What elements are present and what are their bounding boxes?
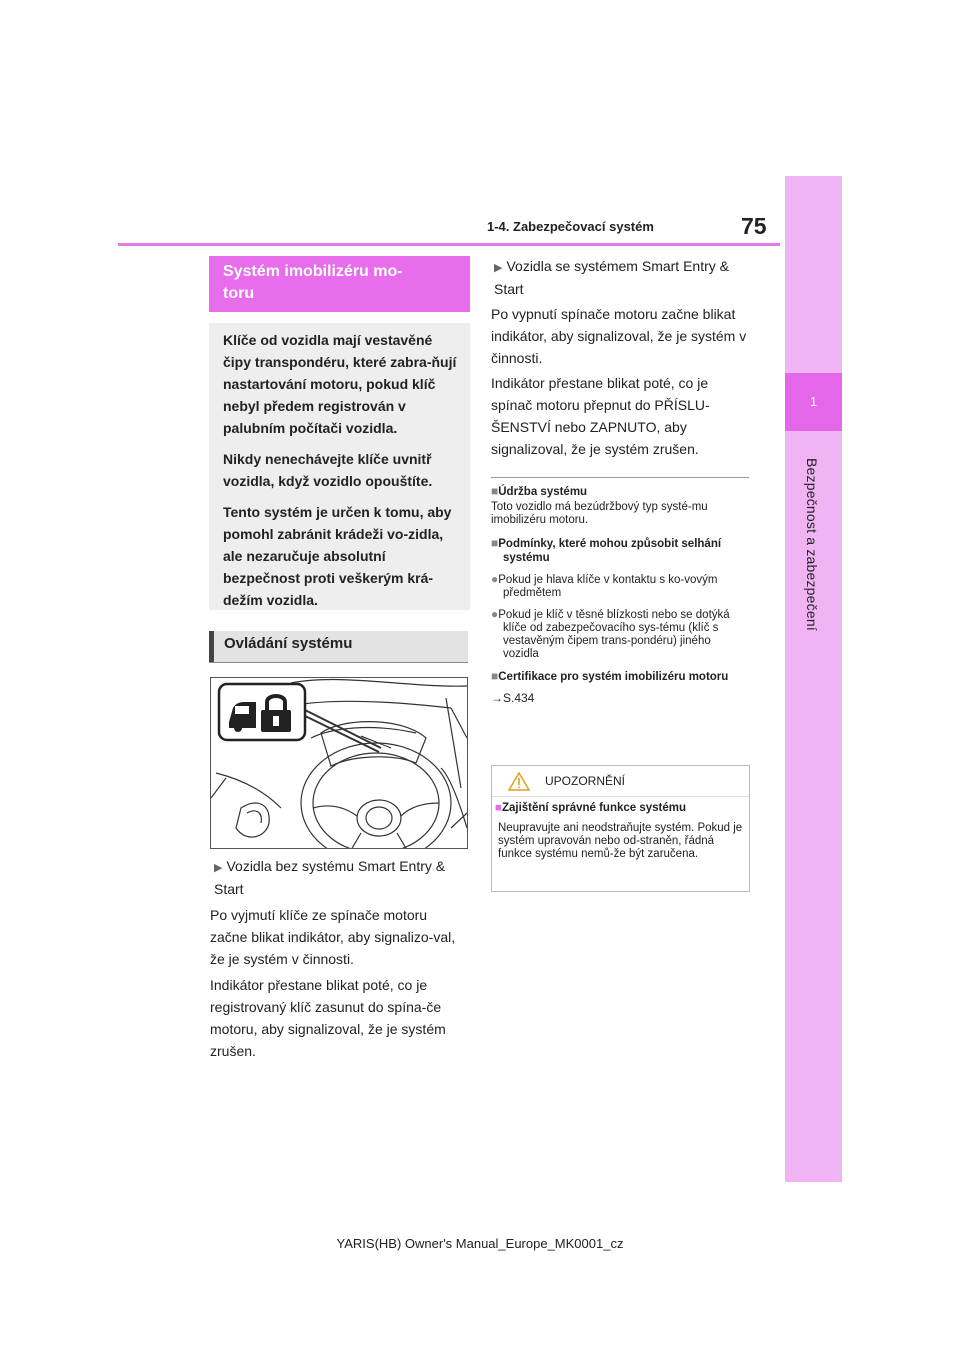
bullet-smart-entry: [494, 256, 750, 300]
note-heading: ■Certifikace pro systém imobilizéru motoru: [491, 669, 729, 683]
note-heading: ■Údržba systému: [491, 484, 588, 498]
intro-paragraph: Tento systém je určen k tomu, aby pomohl zabránit krádeži vo-zidla, ale nezaručuje absolutní bezpečnost proti veškerým krá-dežím vozidla.: [223, 504, 452, 608]
warning-box: [491, 765, 750, 892]
triangle-bullet-icon: ▶: [494, 262, 503, 274]
warning-title-bar: [492, 766, 749, 797]
paragraph: Po vyjmutí klíče ze spínače motoru začne blikat indikátor, aby signalizo-val, že je systém v činnosti.: [210, 907, 456, 967]
square-bullet-icon: ■: [491, 536, 499, 550]
chapter-side-tab: [785, 176, 842, 1182]
intro-paragraph: Klíče od vozidla mají vestavěné čipy transpondéru, které zabra-ňují nastartování motoru, pokud klíč nebyl předem registrován v palubním počítači vozidla.: [223, 332, 457, 436]
warning-triangle-icon: [508, 772, 530, 791]
square-bullet-icon: ■: [495, 802, 502, 814]
immobilizer-heading-line1: Systém imobilizéru mo-: [223, 263, 403, 280]
immobilizer-heading-line2: toru: [223, 285, 255, 302]
paragraph: Indikátor přestane blikat poté, co je registrovaný klíč zasunut do spína-če motoru, aby signalizoval, že je systém zrušen.: [210, 977, 446, 1059]
chapter-number: 1: [809, 394, 818, 409]
square-bullet-icon: ■: [491, 669, 499, 683]
intro-paragraph: Nikdy nenechávejte klíče uvnitř vozidla, když vozidlo opouštíte.: [223, 451, 433, 489]
chapter-number-tab: [785, 373, 842, 431]
paragraph: Po vypnutí spínače motoru začne blikat indikátor, aby signalizoval, že je systém v činnosti.: [491, 306, 747, 366]
section-title: 1-4. Zabezpečovací systém: [487, 219, 654, 234]
chapter-title: Bezpečnost a zabezpečení: [804, 458, 820, 631]
bullet-text: Vozidla bez systému Smart Entry & Start: [214, 858, 446, 897]
page-reference: →S.434: [491, 691, 535, 705]
note-heading: ■Podmínky, které mohou způsobit selhání systému: [491, 536, 722, 564]
bullet-text: Vozidla se systémem Smart Entry & Start: [494, 258, 729, 297]
immobilizer-heading: [209, 256, 470, 312]
square-bullet-icon: ■: [491, 484, 499, 498]
warning-heading: ■Zajištění správné funkce systému: [495, 802, 687, 814]
note-circle-item: ●Pokud je klíč v těsné blízkosti nebo se dotýká klíče od zabezpečovacího sys-tému (klíč s vestavěným čipem trans-pondéru) jiného vozidla: [491, 607, 730, 660]
notes-divider: [491, 477, 749, 478]
bullet-no-smart-entry: [214, 856, 470, 900]
intro-box: [209, 323, 470, 610]
note-text: Toto vozidlo má bezúdržbový typ systé-mu imobilizéru motoru.: [491, 501, 708, 526]
operation-heading-rule: [209, 662, 468, 663]
triangle-bullet-icon: ▶: [214, 862, 223, 874]
paragraph: Indikátor přestane blikat poté, co je spínač motoru přepnut do PŘÍSLU-ŠENSTVÍ nebo ZAPNUTO, aby signalizoval, že je systém zrušen.: [491, 375, 710, 457]
arrow-icon: →: [491, 691, 503, 705]
page-number: 75: [741, 213, 767, 239]
circle-bullet-icon: ●: [491, 607, 499, 621]
steering-wheel-illustration: [211, 678, 468, 849]
dashboard-illustration: [210, 677, 468, 849]
warning-text: Neupravujte ani neodstraňujte systém. Pokud je systém upravován nebo od-straněn, řádná funkce systému nemů-že být zaručena.: [498, 822, 743, 860]
warning-title: UPOZORNĚNÍ: [545, 774, 626, 788]
operation-heading: Ovládání systému: [209, 631, 468, 662]
notes-section: [491, 484, 749, 705]
footer-manual-id: YARIS(HB) Owner's Manual_Europe_MK0001_cz: [336, 1236, 624, 1251]
note-circle-item: ●Pokud je hlava klíče v kontaktu s ko-vovým předmětem: [491, 572, 718, 599]
circle-bullet-icon: ●: [491, 572, 499, 586]
header-divider: [118, 243, 780, 246]
